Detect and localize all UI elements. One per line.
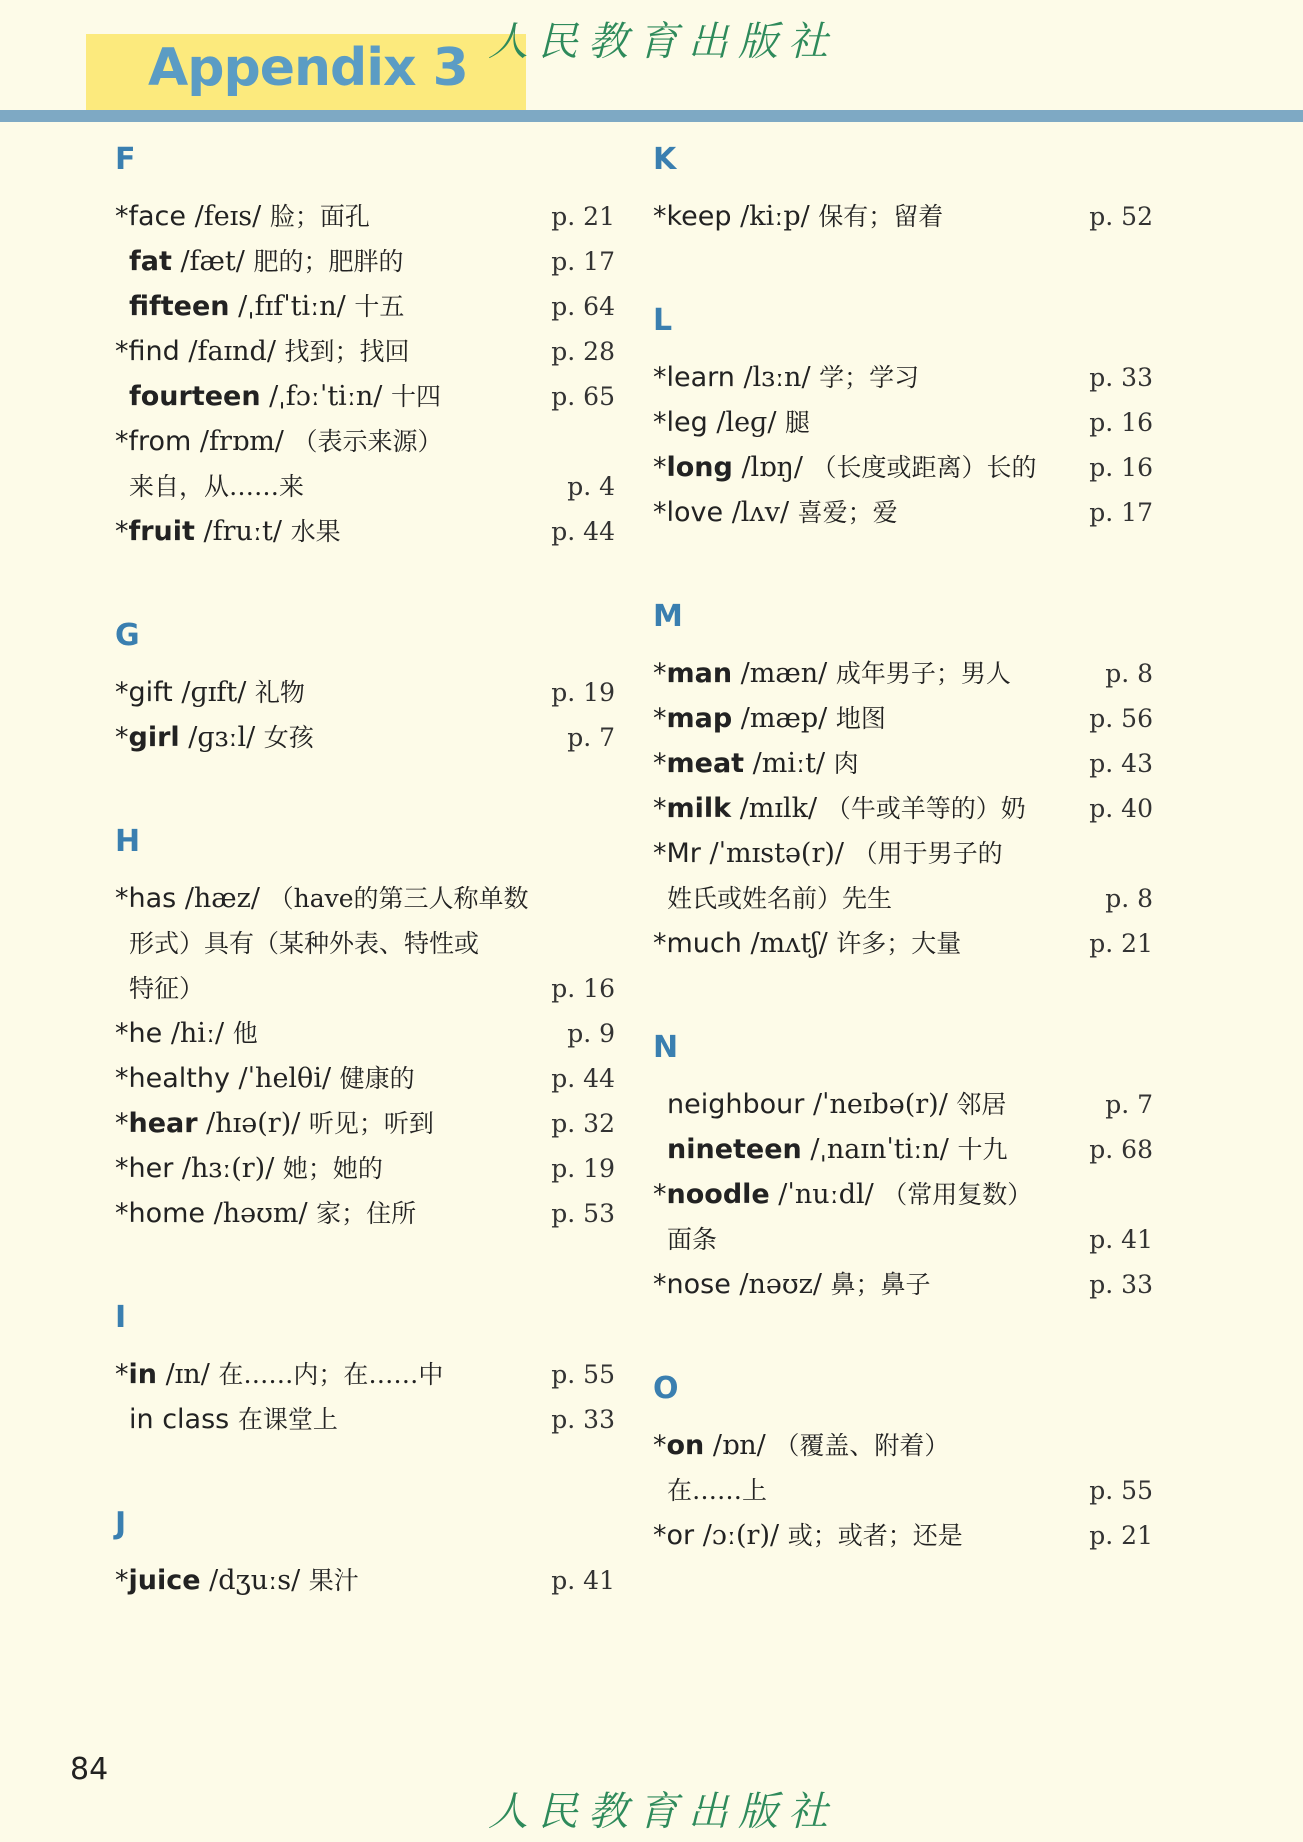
entry-line: [115, 1056, 615, 1101]
entry-meaning: 保有；留着: [818, 202, 944, 231]
entry-word: meat: [666, 748, 745, 779]
entry-meaning: 来自，从……来: [129, 472, 305, 501]
entry-line: [653, 831, 1153, 876]
entry-phonetic: /hæz/: [176, 883, 269, 914]
entry-phonetic: /ˌfɔːˈtiːn/: [260, 381, 391, 412]
entry-line: [115, 329, 615, 374]
entry-page-ref: p. 43: [1089, 749, 1153, 778]
entry-word: he: [128, 1018, 163, 1049]
entry-line: [653, 696, 1153, 741]
vocab-entry: [653, 194, 1153, 239]
entry-line: [115, 509, 615, 554]
entry-meaning: 鼻；鼻子: [830, 1270, 931, 1299]
vocab-entry: [115, 670, 615, 715]
entry-word: leg: [666, 407, 708, 438]
entry-marker: *: [115, 201, 129, 232]
vocab-entry: [653, 1172, 1153, 1262]
entry-meaning: （have的第三人称单数: [268, 884, 529, 913]
entry-meaning: 在课堂上: [237, 1405, 338, 1434]
publisher-logo-top: 人民教育出版社: [488, 19, 838, 65]
entry-line: [115, 374, 615, 419]
entry-marker: *: [653, 703, 667, 734]
section-letter: M: [653, 599, 683, 634]
entry-page-ref: p. 19: [551, 678, 615, 707]
entry-phonetic: /kiːp/: [731, 201, 819, 232]
entry-meaning: （牛或羊等的）奶: [825, 794, 1026, 823]
entry-meaning: 腿: [785, 408, 811, 437]
entry-meaning: 他: [232, 1019, 258, 1048]
vocab-entry: [653, 400, 1153, 445]
section-letter: K: [653, 142, 677, 177]
entry-word: healthy: [128, 1063, 230, 1094]
entry-line: [653, 1468, 1153, 1513]
entry-marker: *: [115, 426, 129, 457]
entry-phonetic: /fruːt/: [194, 516, 291, 547]
vocab-entry: [653, 741, 1153, 786]
entry-marker: *: [653, 1179, 667, 1210]
entry-line: [115, 1352, 615, 1397]
entry-page-ref: p. 52: [1089, 202, 1153, 231]
entry-line: [653, 786, 1153, 831]
entry-phonetic: /ɡɜːl/: [179, 722, 264, 753]
entry-meaning: 听见；听到: [308, 1109, 434, 1138]
entry-phonetic: /mæn/: [732, 658, 836, 689]
letter-section: [653, 1369, 1153, 1558]
entry-phonetic: [229, 1404, 238, 1435]
vocab-entry: [115, 1146, 615, 1191]
vocab-entry: [115, 1558, 615, 1603]
vocab-entry: [653, 445, 1153, 490]
entry-meaning: 十四: [390, 382, 441, 411]
entry-line: [115, 284, 615, 329]
entry-page-ref: p. 4: [567, 472, 615, 501]
entry-word: juice: [128, 1565, 201, 1596]
entry-page-ref: p. 21: [551, 202, 615, 231]
entry-phonetic: /ɪn/: [156, 1359, 219, 1390]
entry-word: learn: [666, 362, 735, 393]
entry-word: map: [666, 703, 733, 734]
entry-marker: *: [115, 1359, 129, 1390]
entry-marker: *: [653, 201, 667, 232]
section-letter: G: [115, 618, 140, 653]
entry-phonetic: /dʒuːs/: [200, 1565, 309, 1596]
section-letter: I: [115, 1300, 127, 1335]
entry-meaning: 十五: [354, 292, 405, 321]
vocab-entry: [115, 1397, 615, 1442]
entry-page-ref: p. 68: [1089, 1135, 1153, 1164]
entry-meaning: 在……上: [667, 1476, 768, 1505]
vocab-entry: [653, 355, 1153, 400]
entry-phonetic: /ɡɪft/: [172, 677, 255, 708]
entry-line: [115, 1558, 615, 1603]
entry-page-ref: p. 7: [1105, 1090, 1153, 1119]
entry-word: fourteen: [129, 381, 261, 412]
entry-meaning: 肉: [833, 749, 859, 778]
entry-marker: *: [115, 516, 129, 547]
entry-line: [653, 651, 1153, 696]
entry-line: [115, 921, 615, 966]
entry-line: [115, 1011, 615, 1056]
vocab-entry: [115, 715, 615, 760]
entry-line: [115, 876, 615, 921]
entry-line: [653, 876, 1153, 921]
entry-marker: *: [653, 793, 667, 824]
entry-phonetic: /ˌnaɪnˈtiːn/: [801, 1134, 958, 1165]
entry-phonetic: /leɡ/: [707, 407, 786, 438]
entry-page-ref: p. 17: [1089, 498, 1153, 527]
entry-meaning: 健康的: [339, 1064, 415, 1093]
entry-line: [653, 1262, 1153, 1307]
entry-meaning: 邻居: [956, 1090, 1007, 1119]
section-letter: O: [653, 1371, 679, 1406]
entry-line: [115, 966, 615, 1011]
vocab-entry: [653, 1082, 1153, 1127]
vocab-entry: [653, 651, 1153, 696]
vocab-entry: [115, 1191, 615, 1236]
entry-word: or: [666, 1520, 695, 1551]
entry-word: fat: [129, 246, 172, 277]
entry-marker: *: [653, 748, 667, 779]
letter-section: [115, 616, 615, 760]
section-letter: L: [653, 303, 673, 338]
entry-phonetic: /mæp/: [732, 703, 836, 734]
entry-page-ref: p. 8: [1105, 659, 1153, 688]
entry-phonetic: /mɪlk/: [731, 793, 826, 824]
entry-word: milk: [666, 793, 732, 824]
vocab-entry: [115, 1352, 615, 1397]
entry-phonetic: /ˈneɪbə(r)/: [804, 1089, 957, 1120]
entry-marker: *: [653, 1430, 667, 1461]
entry-phonetic: /lɒŋ/: [732, 452, 812, 483]
entry-meaning: 形式）具有（某种外表、特性或: [129, 929, 480, 958]
vocab-entry: [115, 374, 615, 419]
entry-word: on: [666, 1430, 705, 1461]
vocab-entry: [653, 696, 1153, 741]
vocab-entry: [115, 1011, 615, 1056]
entry-word: in: [128, 1359, 157, 1390]
entry-meaning: （长度或距离）长的: [811, 453, 1037, 482]
entry-meaning: 姓氏或姓名前）先生: [667, 884, 893, 913]
vocab-entry: [115, 509, 615, 554]
entry-phonetic: /fæt/: [171, 246, 254, 277]
vocab-entry: [653, 1127, 1153, 1172]
vocab-entry: [653, 1423, 1153, 1513]
letter-section: [653, 597, 1153, 966]
entry-marker: *: [653, 1520, 667, 1551]
vocab-entry: [115, 329, 615, 374]
page-title: Appendix 3: [148, 38, 468, 98]
right-column: [653, 140, 1153, 1620]
vocab-entry: [115, 419, 615, 509]
entry-marker: *: [115, 336, 129, 367]
vocab-entry: [115, 1056, 615, 1101]
entry-line: [653, 1082, 1153, 1127]
letter-section: [115, 140, 615, 554]
entry-line: [115, 194, 615, 239]
vocab-entry: [653, 831, 1153, 921]
entry-word: from: [128, 426, 192, 457]
entry-meaning: 许多；大量: [836, 929, 962, 958]
entry-page-ref: p. 9: [567, 1019, 615, 1048]
entry-line: [115, 1146, 615, 1191]
entry-meaning: 水果: [290, 517, 341, 546]
entry-meaning: 或；或者；还是: [787, 1521, 963, 1550]
entry-word: fruit: [128, 516, 195, 547]
entry-line: [115, 715, 615, 760]
publisher-logo-bottom: 人民教育出版社: [488, 1789, 838, 1835]
entry-phonetic: /həʊm/: [205, 1198, 317, 1229]
entry-page-ref: p. 56: [1089, 704, 1153, 733]
vocab-entry: [115, 1101, 615, 1146]
entry-phonetic: /hɪə(r)/: [197, 1108, 309, 1139]
entry-page-ref: p. 40: [1089, 794, 1153, 823]
entry-line: [115, 419, 615, 464]
entry-line: [115, 670, 615, 715]
entry-page-ref: p. 33: [551, 1405, 615, 1434]
entry-marker: *: [115, 1108, 129, 1139]
entry-word: Mr: [666, 838, 701, 869]
entry-page-ref: p. 55: [1089, 1476, 1153, 1505]
entry-marker: *: [115, 1018, 129, 1049]
vocab-entry: [653, 1513, 1153, 1558]
entry-page-ref: p. 7: [567, 723, 615, 752]
entry-word: home: [128, 1198, 206, 1229]
vocab-entry: [115, 284, 615, 329]
entry-line: [115, 464, 615, 509]
entry-marker: *: [115, 1153, 129, 1184]
entry-word: noodle: [666, 1179, 770, 1210]
entry-phonetic: /ɔː(r)/: [694, 1520, 788, 1551]
entry-line: [653, 1217, 1153, 1262]
entry-page-ref: p. 65: [551, 382, 615, 411]
entry-line: [115, 1101, 615, 1146]
page-number: 84: [70, 1752, 109, 1787]
entry-phonetic: /lɜːn/: [734, 362, 820, 393]
entry-marker: *: [653, 658, 667, 689]
entry-phonetic: /frɒm/: [191, 426, 293, 457]
entry-page-ref: p. 17: [551, 247, 615, 276]
entry-meaning: 家；住所: [316, 1199, 417, 1228]
section-letter: H: [115, 824, 141, 859]
entry-meaning: 女孩: [263, 723, 314, 752]
entry-meaning: 面条: [667, 1225, 718, 1254]
entry-word: hear: [128, 1108, 198, 1139]
entry-line: [115, 1397, 615, 1442]
entry-phonetic: /lʌv/: [723, 497, 798, 528]
entry-marker: *: [115, 883, 129, 914]
entry-line: [653, 490, 1153, 535]
entry-meaning: （常用复数）: [882, 1180, 1033, 1209]
entry-marker: *: [115, 1198, 129, 1229]
entry-word: neighbour: [667, 1089, 805, 1120]
entry-word: fifteen: [129, 291, 230, 322]
entry-line: [653, 445, 1153, 490]
entry-phonetic: /nəʊz/: [730, 1269, 831, 1300]
entry-meaning: 肥的；肥胖的: [253, 247, 404, 276]
entry-marker: *: [653, 452, 667, 483]
entry-meaning: 喜爱；爱: [797, 498, 898, 527]
entry-word: in class: [129, 1404, 230, 1435]
entry-marker: *: [653, 497, 667, 528]
entry-phonetic: /ˈmɪstə(r)/: [700, 838, 853, 869]
entry-page-ref: p. 44: [551, 1064, 615, 1093]
section-letter: F: [115, 142, 136, 177]
vocab-entry: [115, 194, 615, 239]
entry-word: love: [666, 497, 724, 528]
entry-word: long: [666, 452, 733, 483]
entry-page-ref: p. 41: [551, 1566, 615, 1595]
vocab-entry: [653, 490, 1153, 535]
entry-line: [115, 239, 615, 284]
entry-phonetic: /hɜː(r)/: [173, 1153, 283, 1184]
entry-phonetic: /feɪs/: [186, 201, 270, 232]
entry-word: girl: [128, 722, 180, 753]
entry-phonetic: /ˈhelθi/: [229, 1063, 340, 1094]
entry-page-ref: p. 32: [551, 1109, 615, 1138]
letter-section: [115, 822, 615, 1236]
entry-meaning: 找到；找回: [284, 337, 410, 366]
entry-page-ref: p. 44: [551, 517, 615, 546]
entry-marker: *: [115, 722, 129, 753]
entry-page-ref: p. 19: [551, 1154, 615, 1183]
entry-line: [653, 400, 1153, 445]
entry-word: gift: [128, 677, 173, 708]
entry-marker: *: [653, 838, 667, 869]
entry-word: nose: [666, 1269, 731, 1300]
letter-section: [115, 1504, 615, 1603]
entry-line: [653, 1172, 1153, 1217]
section-letter: N: [653, 1030, 679, 1065]
entry-line: [653, 1513, 1153, 1558]
entry-meaning: （覆盖、附着）: [774, 1431, 950, 1460]
entry-word: man: [666, 658, 733, 689]
entry-word: her: [128, 1153, 174, 1184]
entry-meaning: 十九: [957, 1135, 1008, 1164]
entry-meaning: 她；她的: [282, 1154, 383, 1183]
vocab-entry: [653, 786, 1153, 831]
entry-page-ref: p. 33: [1089, 1270, 1153, 1299]
entry-meaning: 在……内；在……中: [218, 1360, 444, 1389]
entry-page-ref: p. 53: [551, 1199, 615, 1228]
entry-phonetic: /miːt/: [744, 748, 834, 779]
vocab-entry: [115, 876, 615, 1011]
entry-line: [653, 1127, 1153, 1172]
entry-line: [653, 741, 1153, 786]
entry-phonetic: /hiː/: [162, 1018, 233, 1049]
entry-meaning: 地图: [835, 704, 886, 733]
vocab-entry: [115, 239, 615, 284]
entry-page-ref: p. 55: [551, 1360, 615, 1389]
entry-marker: *: [115, 1565, 129, 1596]
entry-phonetic: /ˌfɪfˈtiːn/: [229, 291, 355, 322]
entry-phonetic: /ɒn/: [704, 1430, 775, 1461]
left-column: [115, 140, 615, 1665]
entry-page-ref: p. 21: [1089, 1521, 1153, 1550]
letter-section: [653, 301, 1153, 535]
entry-phonetic: /faɪnd/: [179, 336, 285, 367]
entry-word: find: [128, 336, 180, 367]
entry-line: [653, 1423, 1153, 1468]
entry-meaning: （用于男子的: [852, 839, 1003, 868]
entry-page-ref: p. 64: [551, 292, 615, 321]
vocab-entry: [653, 921, 1153, 966]
entry-meaning: 特征）: [129, 974, 205, 1003]
entry-meaning: （表示来源）: [292, 427, 443, 456]
entry-page-ref: p. 16: [1089, 408, 1153, 437]
entry-line: [653, 355, 1153, 400]
entry-meaning: 果汁: [308, 1566, 359, 1595]
header-divider: [0, 110, 1303, 122]
entry-page-ref: p. 33: [1089, 363, 1153, 392]
entry-phonetic: /ˈnuːdl/: [769, 1179, 883, 1210]
entry-marker: *: [653, 362, 667, 393]
entry-word: keep: [666, 201, 732, 232]
entry-word: nineteen: [667, 1134, 802, 1165]
entry-marker: *: [115, 1063, 129, 1094]
entry-marker: *: [653, 407, 667, 438]
entry-page-ref: p. 16: [1089, 453, 1153, 482]
entry-meaning: 学；学习: [819, 363, 920, 392]
entry-page-ref: p. 41: [1089, 1225, 1153, 1254]
letter-section: [653, 140, 1153, 239]
entry-page-ref: p. 16: [551, 974, 615, 1003]
section-letter: J: [115, 1506, 127, 1541]
entry-line: [653, 921, 1153, 966]
entry-line: [653, 194, 1153, 239]
entry-meaning: 脸；面孔: [269, 202, 370, 231]
vocab-entry: [653, 1262, 1153, 1307]
entry-word: has: [128, 883, 177, 914]
entry-line: [115, 1191, 615, 1236]
entry-marker: *: [653, 1269, 667, 1300]
entry-page-ref: p. 28: [551, 337, 615, 366]
entry-marker: *: [653, 928, 667, 959]
letter-section: [653, 1028, 1153, 1307]
entry-phonetic: /mʌtʃ/: [741, 928, 837, 959]
entry-page-ref: p. 21: [1089, 929, 1153, 958]
entry-meaning: 成年男子；男人: [835, 659, 1011, 688]
entry-word: much: [666, 928, 742, 959]
entry-meaning: 礼物: [254, 678, 305, 707]
entry-word: face: [128, 201, 187, 232]
entry-page-ref: p. 8: [1105, 884, 1153, 913]
entry-marker: *: [115, 677, 129, 708]
letter-section: [115, 1298, 615, 1442]
